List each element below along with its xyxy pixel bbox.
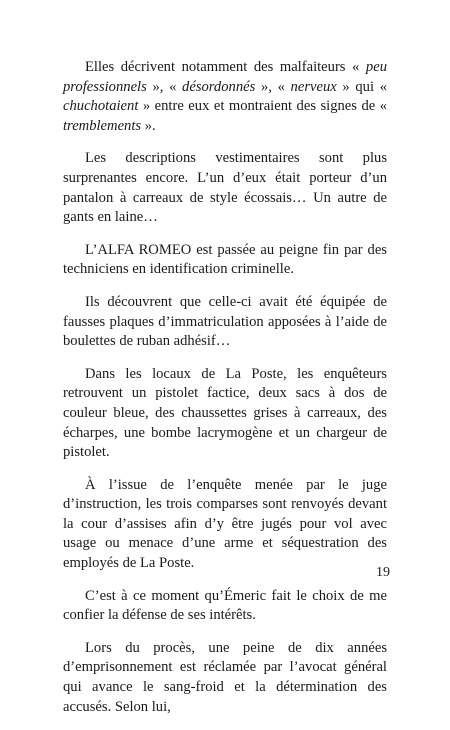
paragraph [63,149,387,227]
text-run: Ils découvrent que celle-ci avait été équipée de fausses plaques d’immatriculation apposées à l’aide de boulettes de ruban adhésif… [63,293,387,350]
text-run: Lors du procès, une peine de dix années d’emprisonnement est réclamée par l’avocat général qui avance le sang-froid et la détermination des accusés. Selon lui, [63,639,387,715]
text-run: » entre eux et montraient des signes de « [138,98,387,115]
paragraph [63,293,387,352]
text-run: ». [141,117,156,134]
italic-quote: chuchotaient [63,98,139,115]
text-run: L’ALFA ROMEO est passée au peigne fin par des techniciens en identification criminelle. [63,241,387,278]
italic-quote: désordonnés [182,78,256,95]
text-run: C’est à ce moment qu’Émeric fait le choix de me confier la défense de ses intérêts. [63,587,387,624]
paragraph [63,365,387,463]
italic-quote: nerveux [290,78,337,95]
italic-quote: tremblements [63,117,142,134]
paragraph [63,476,387,574]
text-run: À l’issue de l’enquête menée par le juge d’instruction, les trois comparses sont renvoyés devant la cour d’assises afin d’y être jugés pour vol avec usage ou menace d’une arme et séquestration des employés de La Poste. [63,476,387,572]
text-run: Elles décrivent notamment des malfaiteurs « [85,59,366,75]
page-number: 19 [376,565,390,580]
paragraph [63,587,387,626]
paragraph [63,639,387,717]
text-run: », « [255,78,291,95]
page-body [63,58,387,730]
text-run: Dans les locaux de La Poste, les enquêteurs retrouvent un pistolet factice, deux sacs à dos de couleur bleue, des chaussettes grises à carreaux, des écharpes, une bombe lacrymogène et un chargeur de pistolet. [63,365,387,461]
text-run: » qui « [336,78,387,95]
italic-quote: peu professionnels [63,59,387,95]
paragraph [63,241,387,280]
paragraph [63,58,387,136]
text-run: Les descriptions vestimentaires sont plus surprenantes encore. L’un d’eux était porteur d’un pantalon à carreaux de style écossais… Un autre de gants en laine… [63,150,387,226]
text-run: », « [146,78,183,95]
